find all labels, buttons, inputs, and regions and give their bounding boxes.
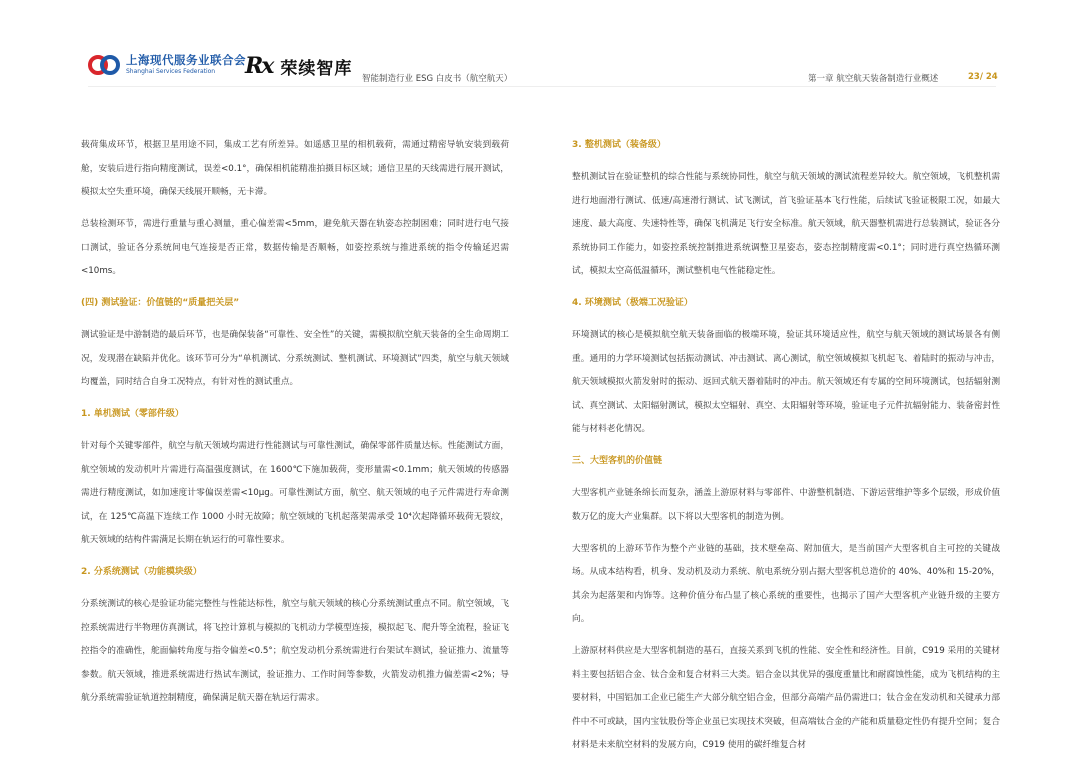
section-heading: 3. 整机测试（装备级） xyxy=(572,140,666,150)
section-heading: 2. 分系统测试（功能模块级） xyxy=(81,567,202,577)
right-column xyxy=(572,134,1000,766)
rongxu-think-tank-logo xyxy=(245,53,352,79)
section-heading: (四) 测试验证：价值链的“质量把关层” xyxy=(81,298,240,308)
federation-emblem-icon xyxy=(88,52,120,78)
paragraph: 整机测试旨在验证整机的综合性能与系统协同性，航空与航天领域的测试流程差异较大。航空领域，飞机整机需进行地面滑行测试、低速/高速滑行测试、试飞测试，首飞验证基本飞行性能，后续试飞验证极限工况，如最大速度、最大高度、失速特性等，确保飞机满足飞行安全标准。航天领域，航天器整机需进行总装测试，验证各分系统协同工作能力，如姿控系统控制推进系统调整卫星姿态，姿态控制精度需<0.1°；同时进行真空热循环测试，模拟太空高低温循环，测试整机电气性能稳定性。 xyxy=(572,172,1000,276)
paragraph: 测试验证是中游制造的最后环节，也是确保装备“可靠性、安全性”的关键，需模拟航空航天装备的全生命周期工况，发现潜在缺陷并优化。该环节可分为“单机测试、分系统测试、整机测试、环境测试”四类，航空与航天领域均覆盖，同时结合自身工况特点，有针对性的测试重点。 xyxy=(81,330,509,387)
section-heading: 三、大型客机的价值链 xyxy=(572,456,663,466)
page-header xyxy=(0,0,1080,100)
federation-name-cn: 上海现代服务业联合会 xyxy=(126,52,246,67)
page-number: 23/ 24 xyxy=(968,72,998,82)
paragraph: 上游原材料供应是大型客机制造的基石，直接关系到飞机的性能、安全性和经济性。目前，C919 采用的关键材料主要包括铝合金、钛合金和复合材料三大类。铝合金以其优异的强度重量比和耐腐蚀性能，成为飞机结构的主要材料，中国铝加工企业已能生产大部分航空铝合金，但部分高端产品仍需进口；钛合金在发动机和关键承力部件中不可或缺，国内宝钛股份等企业虽已实现技术突破，但高端钛合金的产能和质量稳定性仍有提升空间；复合材料是未来航空材料的发展方向，C919 使用的碳纤维复合材 xyxy=(572,646,1000,750)
federation-name-en: Shanghai Services Federation xyxy=(126,68,216,76)
paragraph: 载荷集成环节，根据卫星用途不同，集成工艺有所差异。如遥感卫星的相机载荷，需通过精密导轨安装到载荷舱，安装后进行指向精度测试，误差<0.1°，确保相机能精准拍摄目标区域；通信卫星的天线需进行展开测试，模拟太空失重环境，确保天线展开顺畅，无卡滞。 xyxy=(81,140,509,197)
document-title: 智能制造行业 ESG 白皮书（航空航天） xyxy=(362,74,513,84)
paragraph: 大型客机的上游环节作为整个产业链的基础，技术壁垒高、附加值大，是当前国产大型客机自主可控的关键战场。从成本结构看，机身、发动机及动力系统、航电系统分别占据大型客机总造价的 40%、40%和 15-20%，其余为起落架和内饰等。这种价值分布凸显了核心系统的重要性，也揭示了国产大型客机产业链升级的主要方向。 xyxy=(572,543,1000,624)
header-divider xyxy=(88,86,996,87)
chapter-title: 第一章 航空航天装备制造行业概述 xyxy=(808,74,939,84)
left-column xyxy=(81,134,509,719)
paragraph: 总装检测环节，需进行重量与重心测量，重心偏差需<5mm，避免航天器在轨姿态控制困难；同时进行电气接口测试，验证各分系统间电气连接是否正常，数据传输是否顺畅，如姿控系统与推进系统的指令传输延迟需<10ms。 xyxy=(81,219,509,276)
rx-mark-icon: Rx xyxy=(245,53,273,79)
paragraph: 环境测试的核心是模拟航空航天装备面临的极端环境，验证其环境适应性，航空与航天领域的测试场景各有侧重。通用的力学环境测试包括振动测试、冲击测试、离心测试，航空领域模拟飞机起飞、着陆时的振动与冲击，航天领域模拟火箭发射时的振动、返回式航天器着陆时的冲击。航天领域还有专属的空间环境测试，包括辐射测试、真空测试、太阳辐射测试，模拟太空辐射、真空、太阳辐射等环境，验证电子元件抗辐射能力、装备密封性能与材料老化情况。 xyxy=(572,330,1000,434)
shanghai-services-federation-logo xyxy=(88,52,246,78)
rongxu-name: 荣续智库 xyxy=(280,58,353,79)
paragraph: 大型客机产业链条绵长而复杂，涵盖上游原材料与零部件、中游整机制造、下游运营维护等多个层级，形成价值数万亿的庞大产业集群。以下将以大型客机的制造为例。 xyxy=(572,488,1000,522)
paragraph: 分系统测试的核心是验证功能完整性与性能达标性，航空与航天领域的核心分系统测试重点不同。航空领域，飞控系统需进行半物理仿真测试，将飞控计算机与模拟的飞机动力学模型连接，模拟起飞、爬升等全流程，验证飞控指令的准确性，舵面偏转角度与指令偏差<0.5°；航空发动机分系统需进行台架试车测试，验证推力、流量等参数。航天领域，推进系统需进行热试车测试，验证推力、工作时间等参数，火箭发动机推力偏差需<2%；导航分系统需验证轨道控制精度，确保满足航天器在轨运行需求。 xyxy=(81,599,509,703)
section-heading: 1. 单机测试（零部件级） xyxy=(81,409,184,419)
paragraph: 针对每个关键零部件，航空与航天领域均需进行性能测试与可靠性测试，确保零部件质量达标。性能测试方面，航空领域的发动机叶片需进行高温强度测试，在 1600℃下施加载荷，变形量需<0.1mm；航天领域的传感器需进行精度测试，如加速度计零偏误差需<10μg。可靠性测试方面，航空、航天领域的电子元件需进行寿命测试，在 125℃高温下连续工作 1000 小时无故障；航空领域的飞机起落架需承受 10⁴次起降循环载荷无裂纹，航天领域的结构件需满足长期在轨运行的可靠性要求。 xyxy=(81,441,509,545)
section-heading: 4. 环境测试（极端工况验证） xyxy=(572,298,693,308)
